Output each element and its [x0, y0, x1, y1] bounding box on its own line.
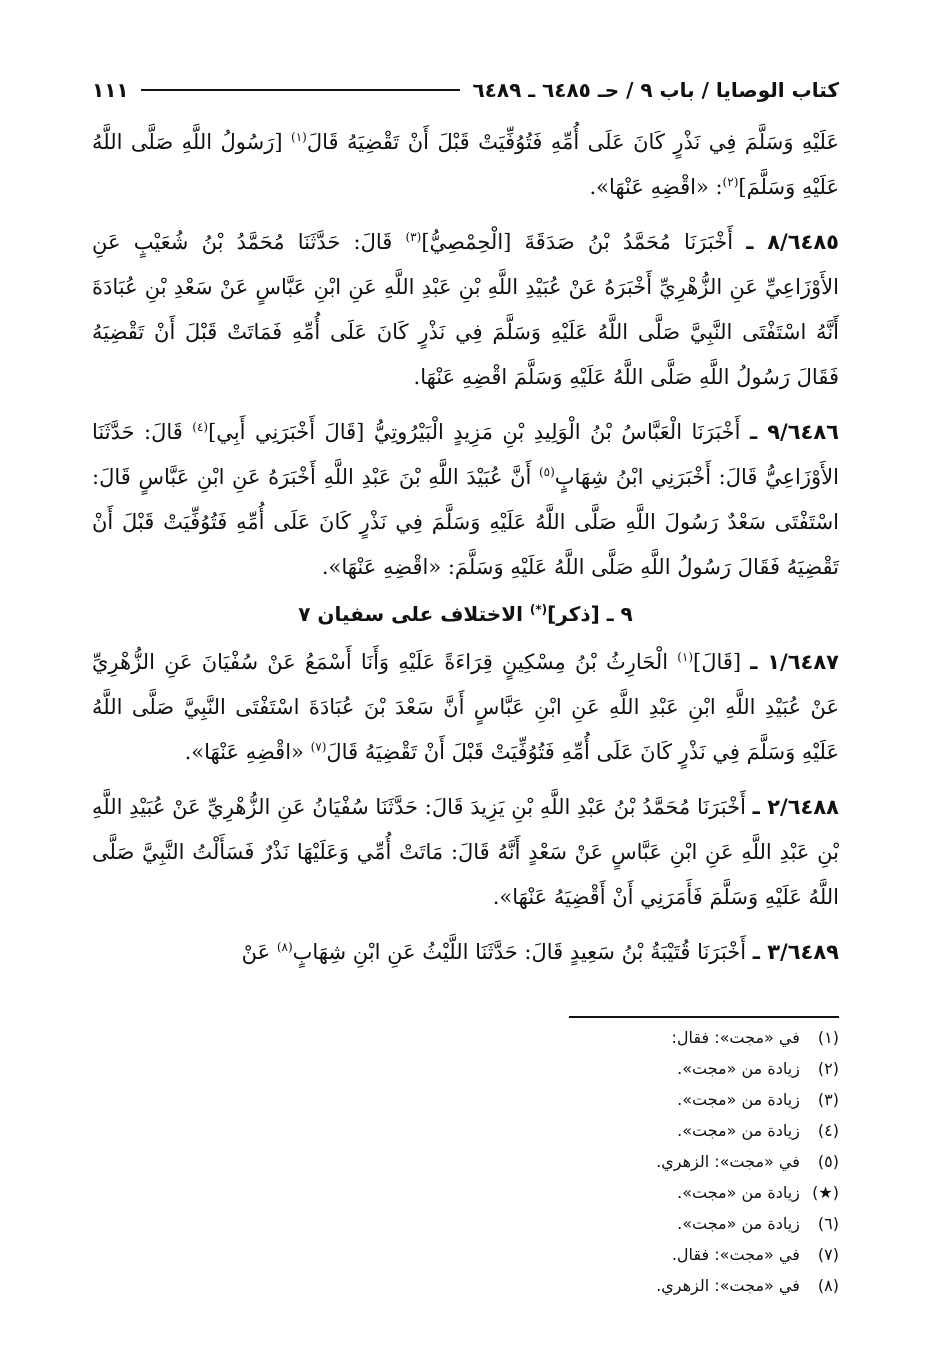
- continuation-text-1: عَلَيْهِ وَسَلَّمَ فِي نَذْرٍ كَانَ عَلَى أُمِّهِ فَتُوُفِّيَتْ قَبْلَ أَنْ تَقْضِيَهُ قَالَ: [306, 130, 839, 154]
- footnote-number: (٣): [817, 1090, 839, 1109]
- hadith-number: ٢/٦٤٨٨ ـ: [752, 795, 839, 819]
- footnote-marker: (٤): [192, 420, 209, 434]
- footnote: [92, 1208, 839, 1239]
- footnote-marker: (١): [291, 130, 307, 144]
- footnote-number: (٥): [817, 1152, 839, 1171]
- footnotes: [92, 1022, 839, 1301]
- section-heading-prefix: ٩ ـ [ذكر]: [547, 602, 633, 626]
- hadith-text: [قَالَ]: [693, 650, 751, 674]
- footnote: [92, 1115, 839, 1146]
- continuation-paragraph: [92, 120, 839, 210]
- hadith-text: أَنَّ عُبَيْدَ اللَّهِ بْنَ عَبْدِ اللَّهِ أَخْبَرَهُ عَنِ ابْنِ عَبَّاسٍ قَالَ: اسْتَفْتَى سَعْدٌ رَسُولَ اللَّهِ صَلَّى اللَّهُ عَلَيْهِ وَسَلَّمَ فِي نَذْرٍ كَانَ عَلَى أُمِّهِ فَتُوُفِّيَتْ قَبْلَ أَنْ تَقْضِيَهُ فَقَالَ رَسُولُ اللَّهِ صَلَّى اللَّهُ عَلَيْهِ وَسَلَّمَ: «اقْضِهِ عَنْهَا».: [92, 465, 839, 579]
- hadith-6486: [92, 410, 839, 590]
- hadith-6489: [92, 930, 839, 975]
- footnote-marker: (٢): [722, 175, 739, 189]
- footnote-text: زيادة من «مجت».: [677, 1090, 800, 1109]
- section-heading-title: الاختلاف على سفيان ٧: [298, 602, 530, 626]
- footnote-marker: (٥): [538, 465, 555, 479]
- hadith-text: قَالَ: حَدَّثَنَا الأَوْزَاعِيُّ قَالَ: أَخْبَرَنِي ابْنُ شِهَابٍ: [92, 420, 839, 489]
- hadith-6487: [92, 640, 839, 775]
- footnote-number: (٦): [817, 1214, 839, 1233]
- hadith-text: أَخْبَرَنَا قُتَيْبَةُ بْنُ سَعِيدٍ قَالَ: حَدَّثَنَا اللَّيْثُ عَنِ ابْنِ شِهَابٍ: [292, 940, 753, 964]
- footnote: [92, 1146, 839, 1177]
- footnote: [92, 1022, 839, 1053]
- footnote-number: (٤): [817, 1121, 839, 1140]
- continuation-text-3: : «اقْضِهِ عَنْهَا».: [589, 175, 723, 199]
- hadith-number: ٣/٦٤٨٩ ـ: [752, 940, 839, 964]
- page-number: ١١١: [92, 78, 129, 102]
- hadith-number: ٩/٦٤٨٦ ـ: [749, 420, 839, 444]
- footnote-text: في «مجت»: الزهري.: [656, 1276, 800, 1295]
- footnote-separator: [569, 1016, 839, 1018]
- footnote-text: زيادة من «مجت».: [677, 1214, 800, 1233]
- section-heading: [92, 596, 839, 632]
- hadith-text: عَنْ: [241, 940, 277, 964]
- hadith-text: الْحَارِثُ بْنُ مِسْكِينٍ قِرَاءَةً عَلَيْهِ وَأَنَا أَسْمَعُ عَنْ سُفْيَانَ عَنِ الزُّهْرِيِّ عَنْ عُبَيْدِ اللَّهِ ابْنِ عَبْدِ اللَّهِ عَنِ ابْنِ عَبَّاسٍ أَنَّ سَعْدَ بْنَ عُبَادَةَ اسْتَفْتَى النَّبِيَّ صَلَّى اللَّهُ عَلَيْهِ وَسَلَّمَ فِي نَذْرٍ كَانَ عَلَى أُمِّهِ فَتُوُفِّيَتْ قَبْلَ أَنْ تَقْضِيَهُ قَالَ: [92, 650, 839, 764]
- footnote-number: (٧): [817, 1245, 839, 1264]
- footnote: [92, 1084, 839, 1115]
- continuation-text-2: [رَسُولُ اللَّهِ صَلَّى اللَّهُ عَلَيْهِ وَسَلَّمَ]: [92, 130, 839, 199]
- hadith-text: قَالَ: حَدَّثَنَا مُحَمَّدُ بْنُ شُعَيْبٍ عَنِ الأَوْزَاعِيِّ عَنِ الزُّهْرِيِّ أَخْبَرَهُ عَنْ عُبَيْدِ اللَّهِ بْنِ عَبْدِ اللَّهِ عَنِ ابْنِ عَبَّاسٍ عَنْ سَعْدِ بْنِ عُبَادَةَ أَنَّهُ اسْتَفْتَى النَّبِيَّ صَلَّى اللَّهُ عَلَيْهِ وَسَلَّمَ فِي نَذْرٍ كَانَ عَلَى أُمِّهِ فَمَاتَتْ قَبْلَ أَنْ تَقْضِيَهُ فَقَالَ رَسُولُ اللَّهِ صَلَّى اللَّهُ عَلَيْهِ وَسَلَّمَ اقْضِهِ عَنْهَا.: [92, 230, 839, 389]
- hadith-number: ١/٦٤٨٧ ـ: [750, 650, 839, 674]
- hadith-text: أَخْبَرَنَا الْعَبَّاسُ بْنُ الْوَلِيدِ بْنِ مَزِيدٍ الْبَيْرُوتِيُّ [قَالَ أَخْبَرَنِي أَبِي]: [208, 420, 750, 444]
- footnote-text: في «مجت»: الزهري.: [656, 1152, 800, 1171]
- footnote-text: زيادة من «مجت».: [677, 1059, 800, 1078]
- footnote-marker: (*): [529, 602, 548, 617]
- hadith-6488: [92, 785, 839, 920]
- footnote-marker: (٣): [405, 230, 422, 244]
- footnote-number: (٢): [817, 1059, 839, 1078]
- hadith-text: أَخْبَرَنَا مُحَمَّدُ بْنُ عَبْدِ اللَّهِ بْنِ يَزِيدَ قَالَ: حَدَّثَنَا سُفْيَانُ عَنِ الزُّهْرِيِّ عَنْ عُبَيْدِ اللَّهِ بْنِ عَبْدِ اللَّهِ عَنِ ابْنِ عَبَّاسٍ عَنْ سَعْدٍ أَنَّهُ قَالَ: مَاتَتْ أُمِّي وَعَلَيْهَا نَذْرٌ فَسَأَلْتُ النَّبِيَّ صَلَّى اللَّهُ عَلَيْهِ وَسَلَّمَ فَأَمَرَنِي أَنْ أَقْضِيَهُ عَنْهَا».: [92, 795, 839, 909]
- footnote-text: في «مجت»: فقال.: [671, 1245, 800, 1264]
- footnote-text: في «مجت»: فقال:: [671, 1028, 800, 1047]
- header-rule: [141, 89, 461, 91]
- hadith-number: ٨/٦٤٨٥ ـ: [746, 230, 839, 254]
- footnote-marker: (٧): [310, 740, 327, 754]
- footnote-marker: (١): [677, 650, 694, 664]
- footnote-text: زيادة من «مجت».: [677, 1183, 800, 1202]
- footnote-number: (★): [812, 1183, 839, 1202]
- footnote-number: (٨): [817, 1276, 839, 1295]
- footnote-number: (١): [817, 1028, 839, 1047]
- footnote-marker: (٨): [276, 940, 293, 954]
- main-text: [92, 120, 839, 985]
- running-header: [92, 72, 839, 108]
- header-title: كتاب الوصايا / باب ٩ / حـ ٦٤٨٥ ـ ٦٤٨٩: [472, 78, 839, 102]
- footnote: [92, 1239, 839, 1270]
- hadith-6485: [92, 220, 839, 400]
- footnote: [92, 1177, 839, 1208]
- hadith-text: «اقْضِهِ عَنْهَا».: [184, 740, 311, 764]
- footnote-text: زيادة من «مجت».: [677, 1121, 800, 1140]
- footnote: [92, 1270, 839, 1301]
- hadith-text: أَخْبَرَنَا مُحَمَّدُ بْنُ صَدَقَةَ [الْحِمْصِيُّ]: [421, 230, 747, 254]
- footnote: [92, 1053, 839, 1084]
